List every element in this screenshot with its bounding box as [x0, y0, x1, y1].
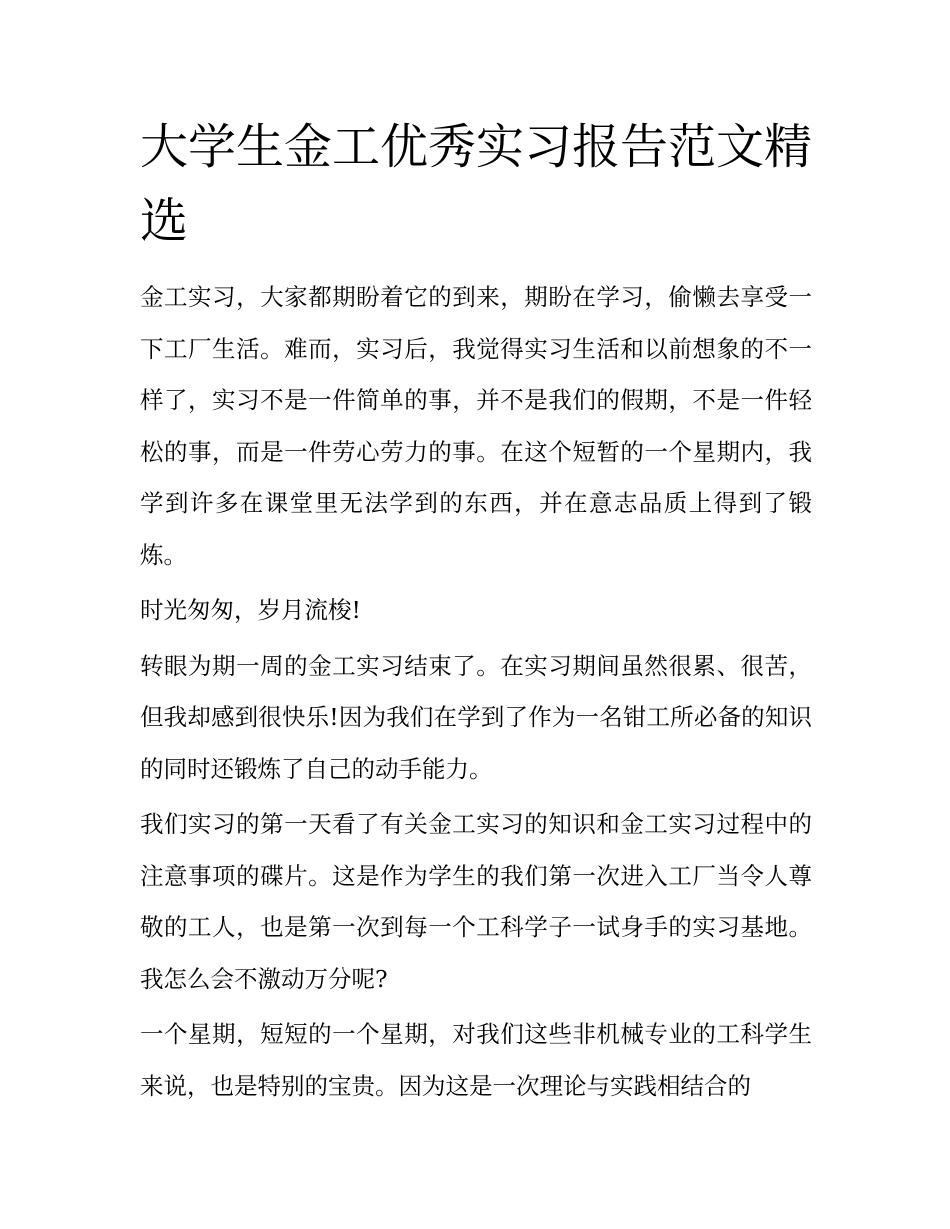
paragraph-3: 转眼为期一周的金工实习结束了。在实习期间虽然很累、很苦，但我却感到很快乐!因为我们在学到了作为一名钳工所必备的知识的同时还锻炼了自己的动手能力。 [140, 651, 812, 783]
paragraph-5: 一个星期，短短的一个星期，对我们这些非机械专业的工科学生来说，也是特别的宝贵。因为这是一次理论与实践相结合的 [140, 1020, 812, 1100]
document-body [140, 110, 812, 1116]
paragraph-1: 金工实习，大家都期盼着它的到来，期盼在学习，偷懒去享受一下工厂生活。难而，实习后，我觉得实习生活和以前想象的不一样了，实习不是一件简单的事，并不是我们的假期，不是一件轻松的事，而是一件劳心劳力的事。在这个短暂的一个星期内，我学到许多在课堂里无法学到的东西，并在意志品质上得到了锻炼。 [140, 283, 812, 569]
paragraph-4: 我们实习的第一天看了有关金工实习的知识和金工实习过程中的注意事项的碟片。这是作为学生的我们第一次进入工厂当令人尊敬的工人，也是第一次到每一个工科学子一试身手的实习基地。我怎么会不激动万分呢? [140, 810, 812, 993]
document-title: 大学生金工优秀实习报告范文精选 [140, 119, 813, 249]
paragraph-2: 时光匆匆，岁月流梭! [140, 596, 361, 624]
